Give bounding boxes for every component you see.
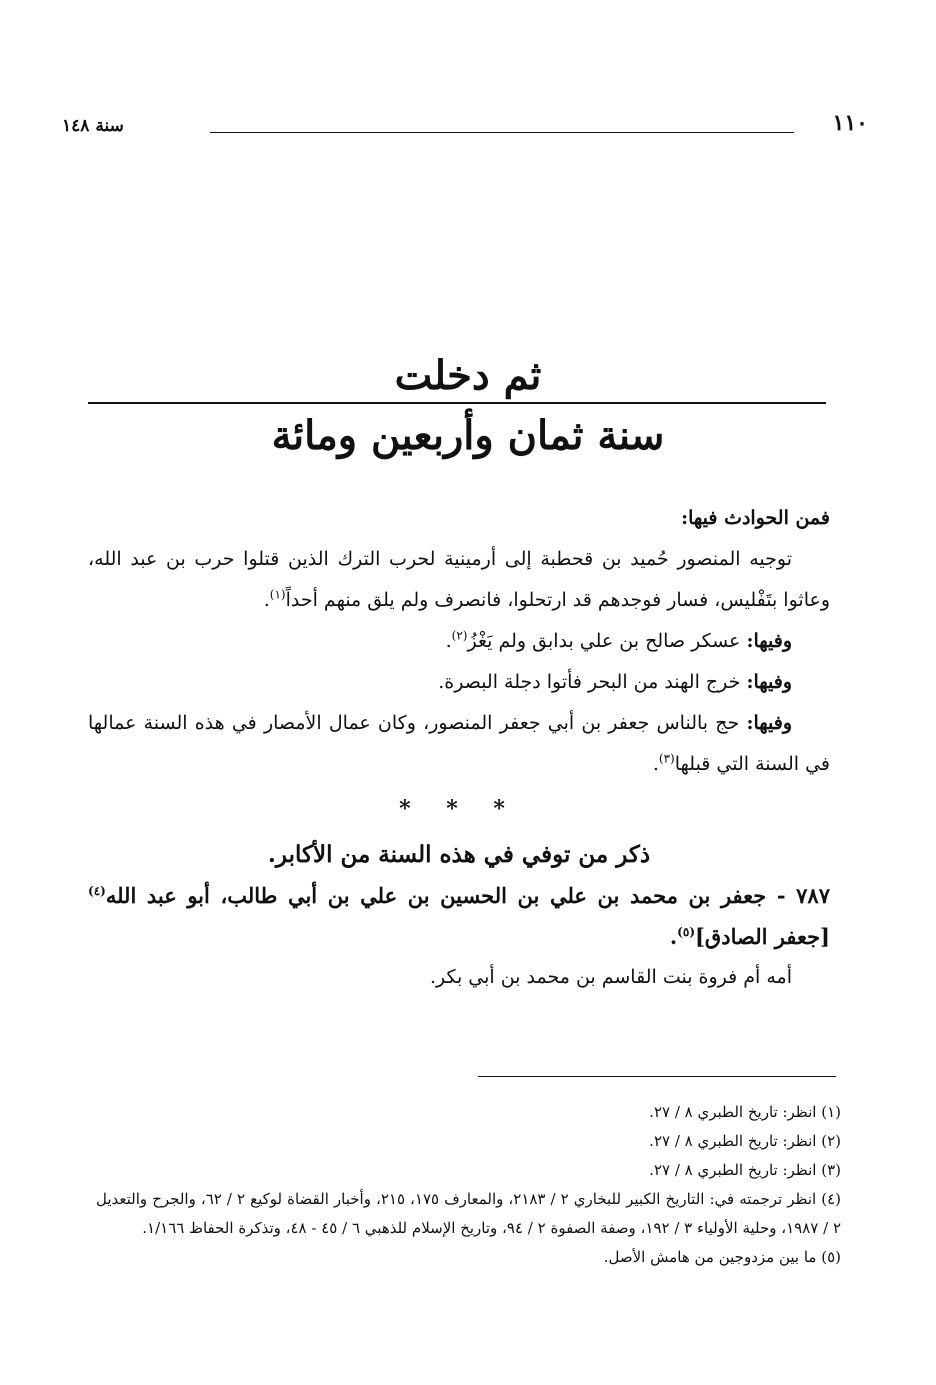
event-4-lead: وفيها: (746, 712, 792, 734)
footnote-2: (٢) انظر: تاريخ الطبري ٨ / ٢٧. (649, 1132, 841, 1150)
event-2-lead: وفيها: (746, 630, 792, 652)
footnote-5: (٥) ما بين مزدوجين من هامش الأصل. (603, 1248, 841, 1266)
footnote-ref-4[interactable]: (٤) (88, 884, 106, 898)
footnote-4: (٤) انظر ترجمته في: التاريخ الكبير للبخاري ٢ / ٢١٨٣، والمعارف ١٧٥، ٢١٥، وأخبار القضاة لوكيع ٢ / ٦٢، والجرح والتعديل ٢ / ١٩٨٧، وحلية الأولياء ٣ / ١٩٢، وصفة الصفوة ٢ / ٩٤، وتاريخ الإسلام للذهبي ٦ / ٤٥ - ٤٨، وتذكرة الحفاظ ١/١٦٦. (96, 1190, 842, 1237)
event-3-lead: وفيها: (746, 671, 792, 693)
event-paragraph-2 (88, 621, 830, 662)
event-4-end: . (652, 753, 659, 775)
mother-line: أمه أم فروة بنت القاسم بن محمد بن أبي بكر. (429, 966, 792, 988)
event-1-end: . (263, 589, 270, 611)
event-4-text: حج بالناس جعفر بن أبي جعفر المنصور، وكان عمال الأمصار في هذه السنة عمالها في السنة التي قبلها (88, 712, 830, 775)
footnote-1: (١) انظر: تاريخ الطبري ٨ / ٢٧. (649, 1103, 841, 1121)
events-subheading: فمن الحوادث فيها: (681, 507, 830, 529)
event-paragraph-1 (88, 539, 830, 621)
running-title: سنة ١٤٨ (62, 116, 124, 136)
entry-bracket: [جعفر الصادق] (695, 924, 830, 949)
obituaries-heading: ذكر من توفي في هذه السنة من الأكابر. (267, 841, 651, 868)
footnote-ref-5[interactable]: (٥) (677, 925, 695, 939)
chapter-title-line1: ثم دخلت (394, 352, 542, 399)
footnote-ref-3[interactable]: (٣) (658, 751, 675, 766)
event-paragraph-4 (88, 703, 830, 785)
header-rule (210, 132, 794, 133)
main-text (88, 498, 830, 998)
title-rule (88, 402, 826, 404)
entry-end: . (669, 924, 678, 949)
event-2-end: . (445, 630, 452, 652)
chapter-title-line2: سنة ثمان وأربعين ومائة (271, 412, 665, 459)
event-paragraph-3 (88, 662, 830, 703)
footnote-ref-1[interactable]: (١) (269, 587, 286, 602)
event-3-text: خرج الهند من البحر فأتوا دجلة البصرة. (438, 671, 741, 693)
section-separator: * * * (399, 796, 519, 822)
footnote-ref-2[interactable]: (٢) (451, 628, 468, 643)
footnotes (96, 1098, 841, 1272)
footnote-rule (478, 1076, 836, 1077)
running-header (60, 110, 876, 140)
event-2-text: عسكر صالح بن علي بدابق ولم يَغْزُ (467, 630, 741, 652)
page-number: ١١٠ (832, 110, 868, 136)
biography-entry (88, 875, 830, 957)
event-1-text: توجيه المنصور حُميد بن قحطبة إلى أرمينية لحرب الترك الذين قتلوا حرب بن عبد الله، وعاثوا بتَفْليس، فسار فوجدهم قد ارتحلوا، فانصرف ولم يلق منهم أحداً (88, 548, 830, 611)
entry-text: ٧٨٧ - جعفر بن محمد بن علي بن الحسين بن علي بن أبي طالب، أبو عبد الله (105, 883, 830, 908)
footnote-3: (٣) انظر: تاريخ الطبري ٨ / ٢٧. (649, 1161, 841, 1179)
